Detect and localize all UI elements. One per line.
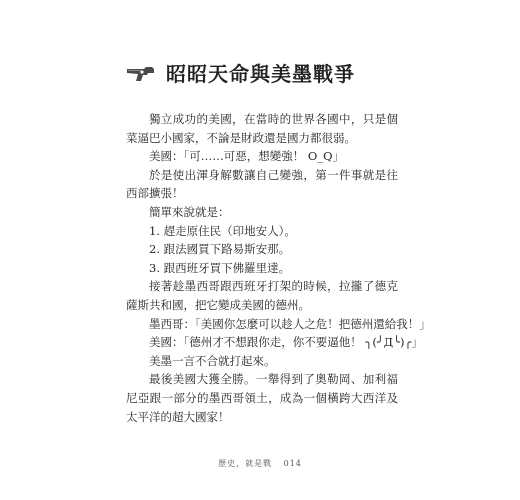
paragraph: 美墨一言不合就打起來。 [149,353,276,368]
paragraph: 2. 跟法國買下路易斯安那。 [149,242,291,257]
paragraph: 簡單來說就是： [149,204,230,219]
chapter-title: 昭昭天命與美墨戰爭 [166,62,355,86]
page-number: 014 [283,459,302,468]
paragraph: 最後美國大獲全勝。一舉得到了奧勒岡、加利福尼亞跟一部分的墨西哥領土，成為一個橫跨大西洋及太平洋的超大國家！ [126,372,398,424]
paragraph: 1. 趕走原住民（印地安人）。 [149,223,296,238]
paragraph: 於是使出渾身解數讓自己變強，第一件事就是往西部擴張！ [126,167,398,201]
paragraph: 3. 跟西班牙買下佛羅里達。 [149,260,291,275]
revolver-icon [126,65,156,83]
paragraph: 美國：「可……可惡，想變強！ O_Q」 [149,149,345,164]
body-text [126,110,431,426]
paragraph: 墨西哥：「美國你怎麼可以趁人之危！把德州還給我！」 [149,316,431,331]
paragraph: 接著趁墨西哥跟西班牙打架的時候，拉攏了德克薩斯共和國，把它變成美國的德州。 [126,279,398,312]
paragraph: 美國：「德州才不想跟你走，你不要逼他！ ╮(╯Д╰)╭」 [149,335,423,350]
page-footer [0,458,520,469]
paragraph: 獨立成功的美國，在當時的世界各國中，只是個菜逼巴小國家，不論是財政還是國力都很弱。 [126,112,398,145]
footer-book-title: 歷史，就是戰 [218,459,273,468]
chapter-heading [126,60,355,88]
